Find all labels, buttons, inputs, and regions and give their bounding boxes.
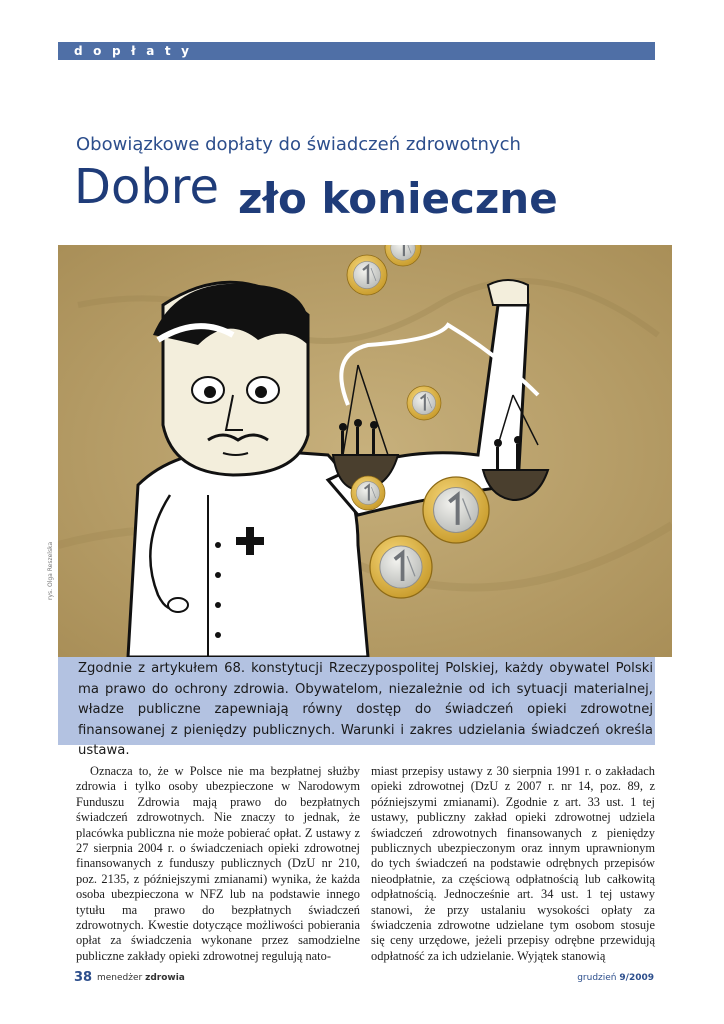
body-column-left (76, 764, 360, 964)
magazine-prefix: menedżer (97, 973, 143, 983)
magazine-name (97, 973, 185, 983)
magazine-suffix: zdrowia (145, 973, 185, 983)
lead-paragraph: Zgodnie z artykułem 68. konstytucji Rzeczypospolitej Polskiej, każdy obywatel Polski ma prawo do ochrony zdrowia. Obywatelom, niezależnie od ich sytuacji materialnej, władze publiczne zapewniają równy dostęp do świadczeń opieki zdrowotnej finansowanej z pieniędzy publicznych. Warunki i zakres udzielania świadczeń określa ustawa. (78, 661, 653, 758)
page-number: 38 (74, 970, 93, 985)
body-paragraph-right: miast przepisy ustawy z 30 sierpnia 1991 r. o zakładach opieki zdrowotnej (DzU z 2007 r. nr 14, poz. 89, z późniejszymi zmianami). Zgodnie z art. 33 ust. 1 tej ustawy, publiczny zakład opieki zdrowotnej udziela świadczeń zdrowotnych finansowanych z pieniędzy publicznych ubezpieczonym oraz innym uprawnionym do tych świadczeń na podstawie odrębnych przepisów nieodpłatnie, za częściową odpłatnością lub całkowitą odpłatnością. Jednocześnie art. 34 ust. 1 tej ustawy stanowi, że przy ustalaniu wysokości opłaty za świadczenia zdrowotne udzielane tym osobom stosuje się ceny urzędowe, jeżeli przepisy odrębne przewidują odpłatność za ich udzielanie. Wyjątek stanowią (371, 764, 655, 963)
article-title-light: Dobre (74, 159, 220, 215)
issue-date (577, 973, 654, 983)
article-subtitle: Obowiązkowe dopłaty do świadczeń zdrowotnych (76, 134, 521, 155)
article-title-bold: zło konieczne (238, 174, 558, 223)
illustration-credit: rys. Olga Reszelska (47, 541, 54, 600)
body-column-right (371, 764, 655, 964)
article-illustration (58, 245, 672, 657)
issue-number: 9/2009 (619, 973, 654, 983)
body-paragraph-left: Oznacza to, że w Polsce nie ma bezpłatnej służby zdrowia i tylko osoby ubezpieczone w Narodowym Funduszu Zdrowia mają prawo do bezpłatnych świadczeń zdrowotnych. Nie znaczy to jednak, że placówka publiczna nie może pobierać opłat. Z ustawy z 27 sierpnia 2004 r. o świadczeniach opieki zdrowotnej finansowanych z funduszy publicznych (DzU nr 210, poz. 2135, z późniejszymi zmianami) wynika, że każda osoba ubezpieczona w NFZ lub na podstawie innego tytułu ma prawo do bezpłatnych świadczeń zdrowotnych. Kwestie dotyczące możliwości pobierania opłat za świadczenia wykonane przez samodzielne publiczne zakłady opieki zdrowotnej regulują nato- (76, 764, 360, 963)
issue-month: grudzień (577, 973, 617, 983)
section-label: d o p ł a t y (74, 44, 193, 58)
doctor-scales-illustration (58, 245, 672, 657)
